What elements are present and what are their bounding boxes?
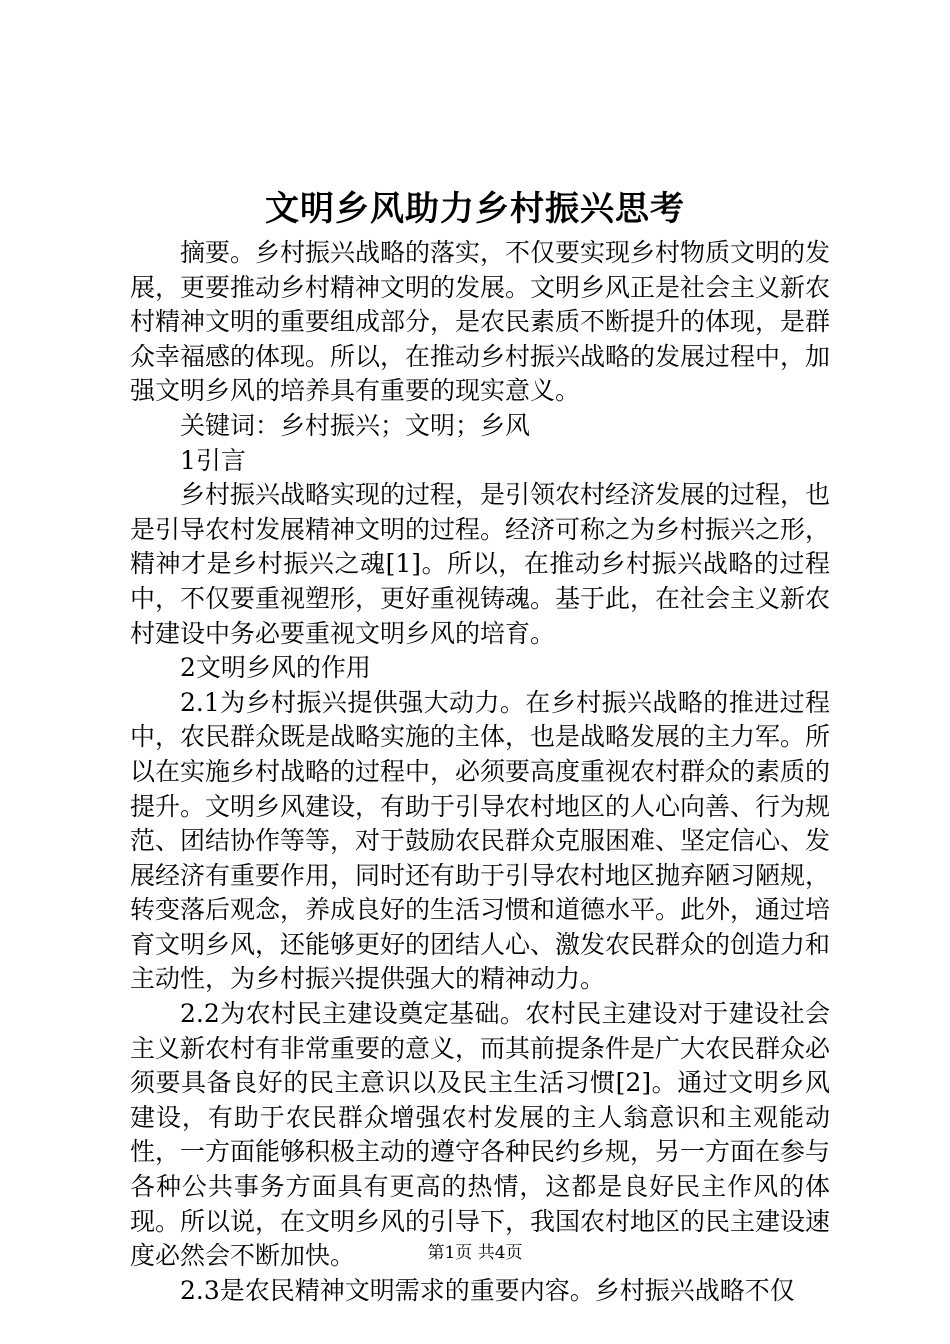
document-body [130, 236, 830, 1308]
body-paragraph: 2.3是农民精神文明需求的重要内容。乡村振兴战略不仅 [180, 1275, 795, 1305]
body-paragraph: 2.1为乡村振兴提供强大动力。在乡村振兴战略的推进过程中，农民群众既是战略实施的主体，也是战略发展的主力军。所以在实施乡村战略的过程中，必须要高度重视农村群众的素质的提升。文明乡风建设，有助于引导农村地区的人心向善、行为规范、团结协作等等，对于鼓励农民群众克服困难、坚定信心、发展经济有重要作用，同时还有助于引导农村地区抛弃陋习陋规，转变落后观念，养成良好的生活习惯和道德水平。此外，通过培育文明乡风，还能够更好的团结人心、激发农民群众的创造力和主动性，为乡村振兴提供强大的精神动力。 [130, 687, 831, 994]
section-heading-role: 2文明乡风的作用 [180, 653, 371, 683]
abstract-paragraph: 摘要。乡村振兴战略的落实，不仅要实现乡村物质文明的发展，更要推动乡村精神文明的发展。文明乡风正是社会主义新农村精神文明的重要组成部分，是农民素质不断提升的体现，是群众幸福感的体现。所以，在推动乡村振兴战略的发展过程中，加强文明乡风的培养具有重要的现实意义。 [130, 238, 831, 406]
page-footer: 第1页 共4页 [427, 1243, 523, 1263]
section-heading-introduction: 1引言 [180, 445, 246, 475]
body-paragraph: 2.2为农村民主建设奠定基础。农村民主建设对于建设社会主义新农村有非常重要的意义，而其前提条件是广大农民群众必须要具备良好的民主意识以及民主生活习惯[2]。通过文明乡风建设，有助于农民群众增强农村发展的主人翁意识和主观能动性，一方面能够积极主动的遵守各种民约乡规，另一方面在参与各种公共事务方面具有更高的热情，这都是良好民主作风的体现。所以说，在文明乡风的引导下，我国农村地区的民主建设速度必然会不断加快。 [130, 999, 831, 1271]
document-title: 文明乡风助力乡村振兴思考 [265, 189, 685, 229]
keywords-line: 关键词：乡村振兴；文明；乡风 [180, 410, 531, 440]
body-paragraph: 乡村振兴战略实现的过程，是引领农村经济发展的过程，也是引导农村发展精神文明的过程。经济可称之为乡村振兴之形，精神才是乡村振兴之魂[1]。所以，在推动乡村振兴战略的过程中，不仅要重视塑形，更好重视铸魂。基于此，在社会主义新农村建设中务必要重视文明乡风的培育。 [130, 480, 831, 648]
